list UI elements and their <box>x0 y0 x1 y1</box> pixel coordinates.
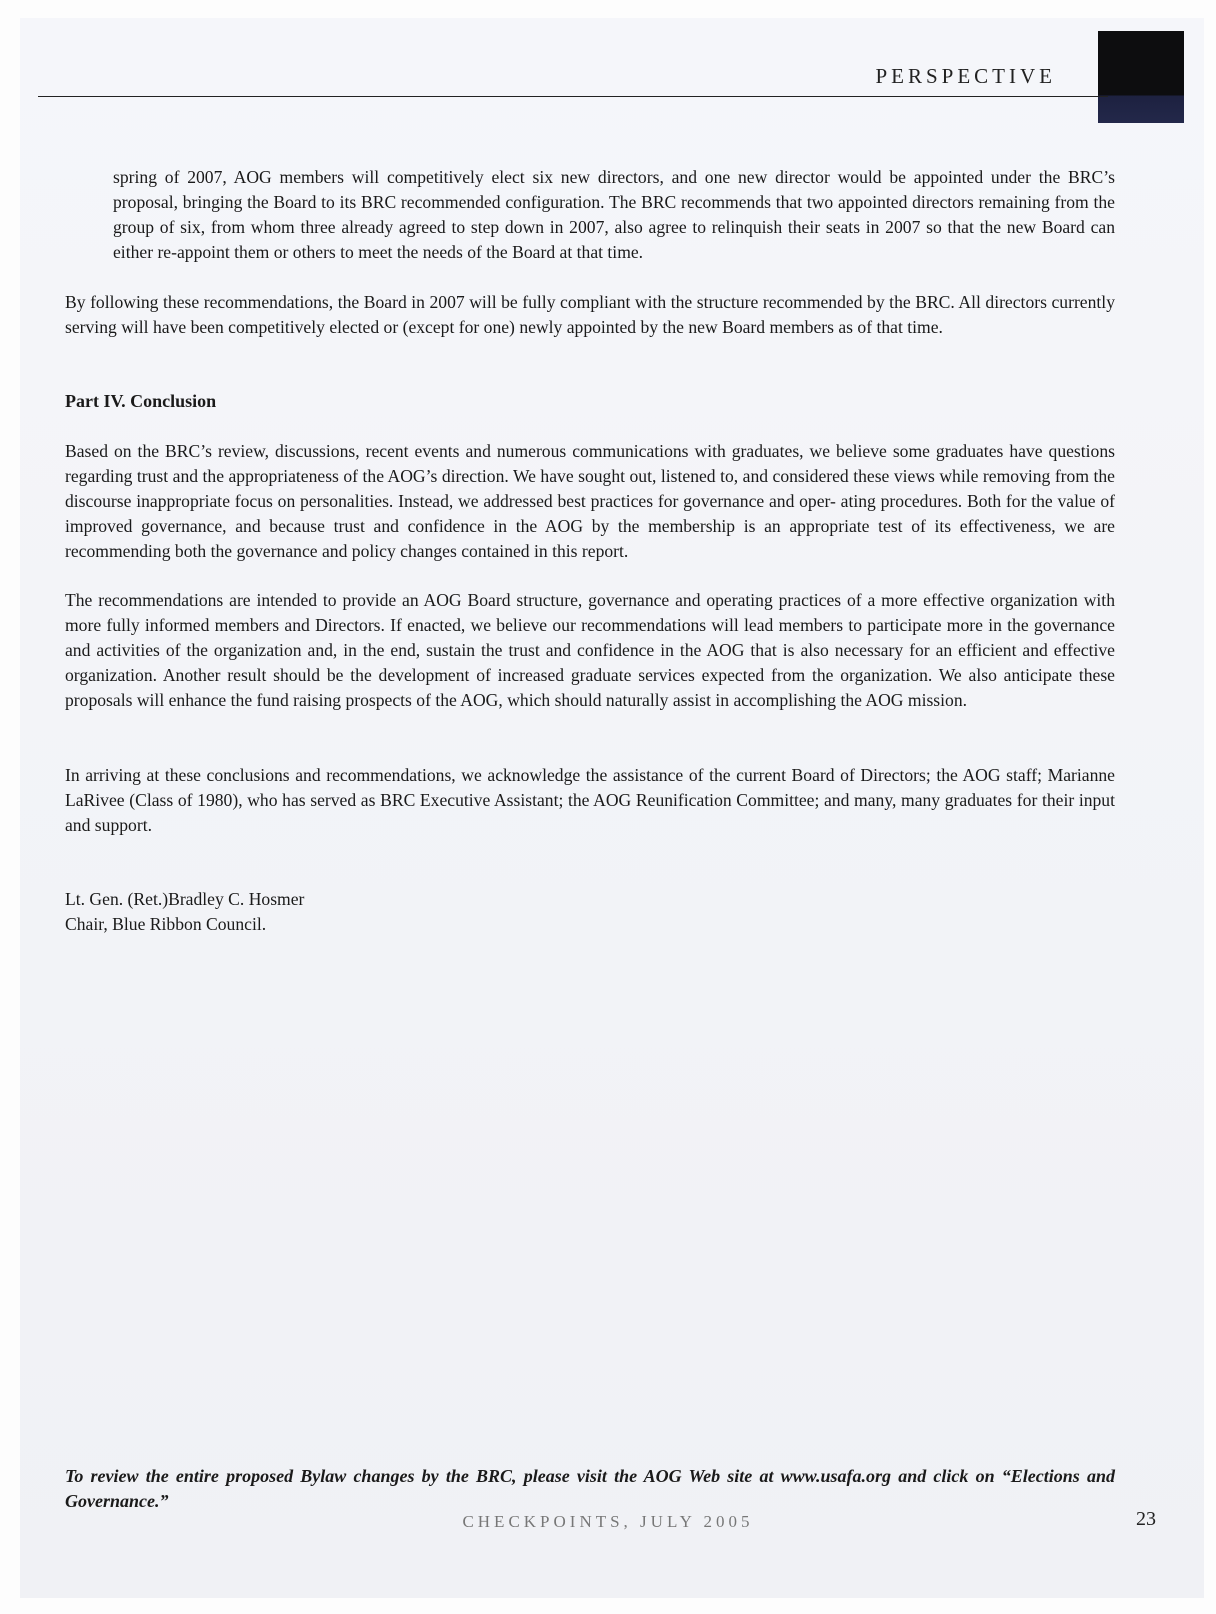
page-number: 23 <box>1136 1508 1156 1530</box>
footer-publication: CHECKPOINTS, JULY 2005 <box>462 1512 754 1531</box>
signature-title: Chair, Blue Ribbon Council. <box>65 914 267 934</box>
signature-name: Lt. Gen. (Ret.)Bradley C. Hosmer <box>65 889 305 909</box>
corner-color-block <box>1098 31 1184 123</box>
paragraph-acknowledge: In arriving at these conclusions and recommendations, we acknowledge the assistance of the current Board of Directors; the AOG staff; Marianne LaRivee (Class of 1980), who has served as BRC Executive Assistant; the AOG Reunification Committee; and many, many graduates for their input and support. <box>65 765 1115 835</box>
paragraph-continued: spring of 2007, AOG members will competitively elect six new directors, and one new director would be appointed under the BRC’s proposal, bringing the Board to its BRC recommended configuration. The BRC recommends that two appointed directors remaining from the group of six, from whom three already agreed to step down in 2007, also agree to relinquish their seats in 2007 so that the new Board can either re-appoint them or others to meet the needs of the Board at that time. <box>113 167 1115 262</box>
part-heading: Part IV. Conclusion <box>65 391 217 411</box>
header-rule <box>38 96 1108 97</box>
closing-note: To review the entire proposed Bylaw changes by the BRC, please visit the AOG Web site at www.usafa.org and click on “Elections and Governance.” <box>65 1466 1115 1511</box>
paragraph-compliance: By following these recommendations, the Board in 2007 will be fully compliant with the structure recommended by the BRC. All directors currently serving will have been competitively elected or (except for one) newly appointed by the new Board members as of that time. <box>65 292 1115 337</box>
paragraph-based-on: Based on the BRC’s review, discussions, recent events and numerous communications with graduates, we believe some graduates have questions regarding trust and the appropriateness of the AOG’s direction. We have sought out, listened to, and considered these views while removing from the discourse inappropriate focus on personalities. Instead, we addressed best practices for governance and oper- ating procedures. Both for the value of improved governance, and because trust and confidence in the AOG by the membership is an appropriate test of its effectiveness, we are recommending both the governance and policy changes contained in this report. <box>65 441 1115 561</box>
section-title: PERSPECTIVE <box>875 64 1056 88</box>
signature-block <box>65 887 304 937</box>
paragraph-recommendations: The recommendations are intended to provide an AOG Board structure, governance and operating practices of a more effective organization with more fully informed members and Directors. If enacted, we believe our recommendations will lead members to participate more in the governance and activities of the organization and, in the end, sustain the trust and confidence in the AOG that is also necessary for an efficient and effective organization. Another result should be the development of increased graduate services expected from the organization. We also anticipate these proposals will enhance the fund raising prospects of the AOG, which should naturally assist in accomplishing the AOG mission. <box>65 590 1115 710</box>
